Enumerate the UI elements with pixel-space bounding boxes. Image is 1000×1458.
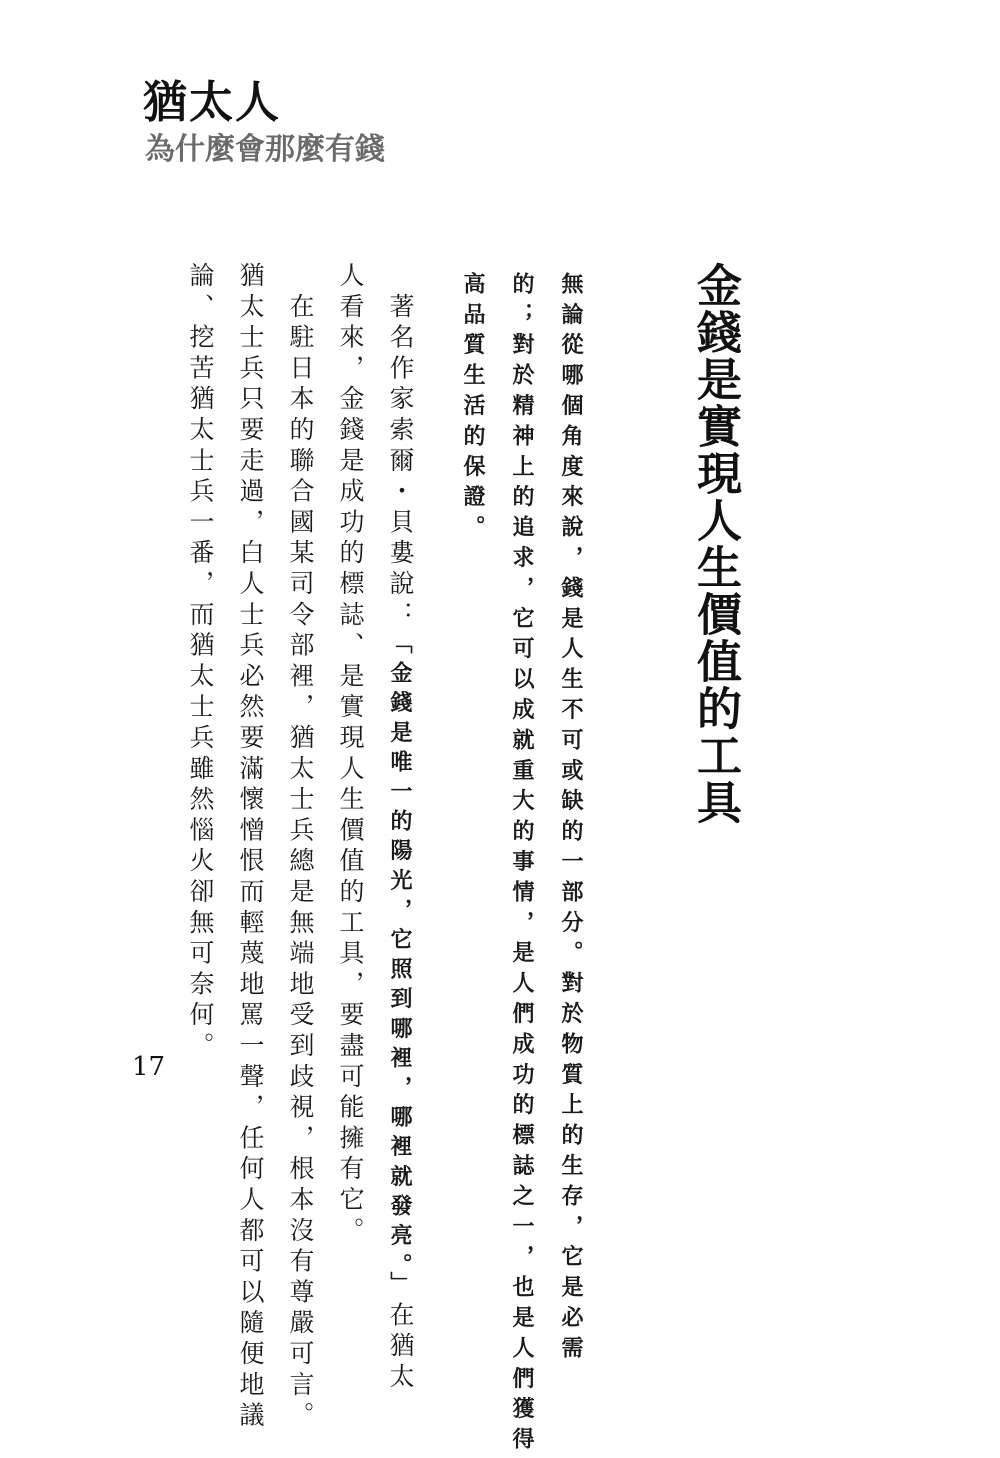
book-title: 猶太人 xyxy=(143,77,281,128)
paragraph-1-lead: 著名作家索爾・貝婁說： xyxy=(386,262,415,632)
page-number: 17 xyxy=(132,1052,166,1082)
paragraph-3-continuation: 論、挖苦猶太士兵一番，而猶太士兵雖然惱火卻無可奈何。 xyxy=(186,262,215,1063)
paragraph-1-continuation: 人看來，金錢是成功的標誌、是實現人生價值的工具，要盡可能擁有它。 xyxy=(336,262,365,1248)
quote: 「金錢是唯一的陽光，它照到哪裡，哪裡就發亮。」 xyxy=(387,631,413,1302)
paragraph-2: 在駐日本的聯合國某司令部裡，猶太士兵總是無端地受到歧視，根本沒有尊嚴可言。 xyxy=(286,262,315,1433)
intro-paragraph xyxy=(432,272,595,1458)
chapter-title: 金錢是實現人生價值的工具 xyxy=(689,262,742,826)
paragraph-1-tail: 在猶太 xyxy=(386,1301,415,1394)
intro-line-1: 無論從哪個角度來說，錢是人生不可或缺的一部分。對於物質上的生存，它是必需 xyxy=(558,272,584,1367)
intro-line-2: 的；對於精神上的追求，它可以成就重大的事情，是人們成功的標誌之一，也是人們獲得 xyxy=(509,272,535,1458)
book-subtitle: 為什麼會那麼有錢 xyxy=(145,132,385,167)
body-text xyxy=(165,262,425,1432)
intro-line-3: 高品質生活的保證。 xyxy=(460,272,486,546)
paragraph-3: 猶太士兵只要走過，白人士兵必然要滿懷憎恨而輕蔑地罵一聲，任何人都可以隨便地議 xyxy=(236,262,265,1433)
